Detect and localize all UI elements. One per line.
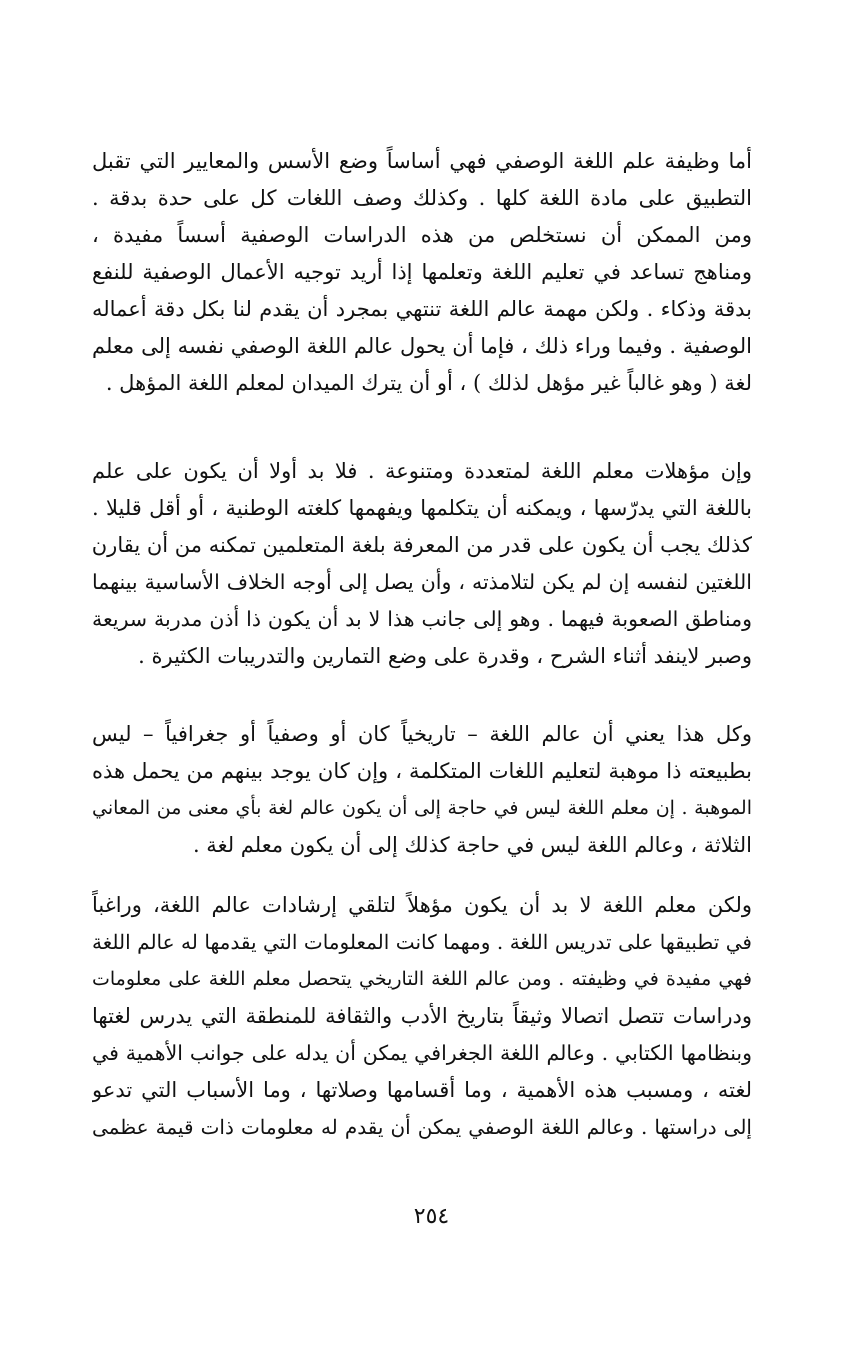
text-line: وبنظامها الكتابي . وعالم اللغة الجغرافي يمكن أن يدله على جوانب الأهمية في (92, 1041, 752, 1065)
text-line: في تطبيقها على تدريس اللغة . ومهما كانت المعلومات التي يقدمها له عالم اللغة (92, 930, 752, 954)
paragraph-2 (92, 453, 752, 675)
paragraph-1 (92, 143, 752, 402)
text-line: الموهبة . إن معلم اللغة ليس في حاجة إلى أن يكون عالم لغة بأي معنى من المعاني (92, 797, 752, 819)
text-line: إلى دراستها . وعالم اللغة الوصفي يمكن أن يقدم له معلومات ذات قيمة عظمى (92, 1115, 752, 1139)
text-line: ودراسات تتصل اتصالا وثيقاً بتاريخ الأدب والثقافة للمنطقة التي يدرس لغتها (92, 1004, 752, 1028)
text-line: وإن مؤهلات معلم اللغة لمتعددة ومتنوعة . فلا بد أولا أن يكون على علم (92, 459, 752, 483)
text-line: وكل هذا يعني أن عالم اللغة – تاريخياً كان أو وصفياً أو جغرافياً – ليس (92, 722, 752, 746)
text-line: الوصفية . وفيما وراء ذلك ، فإما أن يحول عالم اللغة الوصفي نفسه إلى معلم (92, 334, 752, 358)
text-line: فهي مفيدة في وظيفته . ومن عالم اللغة التاريخي يتحصل معلم اللغة على معلومات (92, 968, 752, 990)
text-line: ومن الممكن أن نستخلص من هذه الدراسات الوصفية أسساً مفيدة ، (92, 223, 752, 247)
text-line: ومناهج تساعد في تعليم اللغة وتعلمها إذا أريد توجيه الأعمال الوصفية للنفع (92, 260, 752, 284)
text-line: بطبيعته ذا موهبة لتعليم اللغات المتكلمة ، وإن كان يوجد بينهم من يحمل هذه (92, 759, 752, 783)
text-line: باللغة التي يدرّسها ، ويمكنه أن يتكلمها ويفهمها كلغته الوطنية ، أو أقل قليلا . (92, 496, 752, 520)
paragraph-3 (92, 716, 752, 864)
paragraph-4 (92, 887, 752, 1146)
text-line: الثلاثة ، وعالم اللغة ليس في حاجة كذلك إلى أن يكون معلم لغة . (192, 833, 752, 857)
text-line: ولكن معلم اللغة لا بد أن يكون مؤهلاً لتلقي إرشادات عالم اللغة، وراغباً (92, 893, 752, 917)
text-line: بدقة وذكاء . ولكن مهمة عالم اللغة تنتهي بمجرد أن يقدم لنا بكل دقة أعماله (92, 297, 752, 321)
text-line: ومناطق الصعوبة فيهما . وهو إلى جانب هذا لا بد أن يكون ذا أذن مدربة سريعة (92, 607, 752, 631)
text-line: وصبر لاينفد أثناء الشرح ، وقدرة على وضع التمارين والتدريبات الكثيرة . (138, 644, 752, 668)
text-line: لغة ( وهو غالباً غير مؤهل لذلك ) ، أو أن يترك الميدان لمعلم اللغة المؤهل . (105, 371, 752, 395)
text-line: كذلك يجب أن يكون على قدر من المعرفة بلغة المتعلمين تمكنه من أن يقارن (92, 533, 752, 557)
text-line: اللغتين لنفسه إن لم يكن لتلامذته ، وأن يصل إلى أوجه الخلاف الأساسية بينهما (92, 570, 752, 594)
text-line: التطبيق على مادة اللغة كلها . وكذلك وصف اللغات كل على حدة بدقة . (92, 186, 752, 210)
page-number: ٢٥٤ (413, 1204, 450, 1229)
text-line: لغته ، ومسبب هذه الأهمية ، وما أقسامها وصلاتها ، وما الأسباب التي تدعو (92, 1078, 752, 1102)
text-line: أما وظيفة علم اللغة الوصفي فهي أساساً وضع الأسس والمعايير التي تقبل (92, 149, 752, 173)
